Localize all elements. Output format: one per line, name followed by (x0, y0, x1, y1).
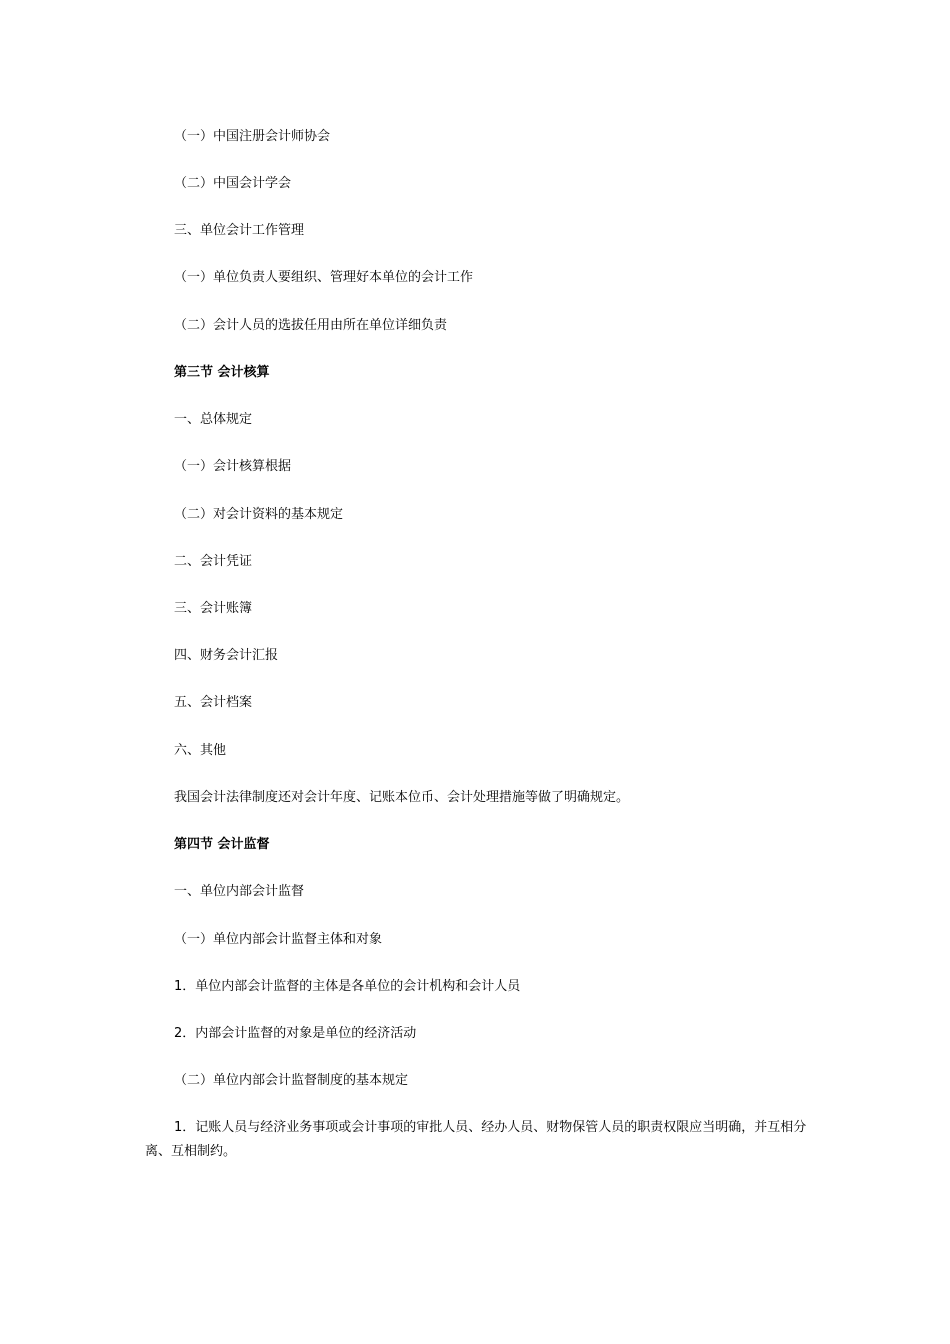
section-heading: 二、会计凭证 (174, 554, 253, 569)
section-heading: 三、会计账簿 (174, 601, 253, 616)
subsection-heading: （一）中国注册会计师协会 (174, 129, 331, 144)
body-text: 我国会计法律制度还对会计年度、记账本位币、会计处理措施等做了明确规定。 (174, 790, 630, 805)
section-heading: 六、其他 (174, 743, 227, 758)
subsection-heading: （二）会计人员的选拔任用由所在单位详细负责 (174, 318, 448, 333)
chapter-section-title: 第三节 会计核算 (174, 365, 270, 380)
subsection-heading: （一）单位内部会计监督主体和对象 (174, 932, 383, 947)
chapter-section-title: 第四节 会计监督 (174, 837, 270, 852)
subsection-heading: （二）中国会计学会 (174, 176, 292, 191)
subsection-heading: （一）会计核算根据 (174, 459, 292, 474)
section-heading: 一、单位内部会计监督 (174, 884, 305, 899)
list-item: 2．内部会计监督的对象是单位的经济活动 (174, 1026, 417, 1041)
subsection-heading: （一）单位负责人要组织、管理好本单位的会计工作 (174, 270, 474, 285)
body-paragraph: 1．记账人员与经济业务事项或会计事项的审批人员、经办人员、财物保管人员的职责权限应当明确，并互相分离、互相制约。 (145, 1120, 807, 1159)
subsection-heading: （二）单位内部会计监督制度的基本规定 (174, 1073, 409, 1088)
section-heading: 四、财务会计汇报 (174, 648, 279, 663)
section-heading: 五、会计档案 (174, 695, 253, 710)
list-item: 1．单位内部会计监督的主体是各单位的会计机构和会计人员 (174, 979, 521, 994)
subsection-heading: （二）对会计资料的基本规定 (174, 507, 344, 522)
section-heading: 三、单位会计工作管理 (174, 223, 305, 238)
section-heading: 一、总体规定 (174, 412, 253, 427)
